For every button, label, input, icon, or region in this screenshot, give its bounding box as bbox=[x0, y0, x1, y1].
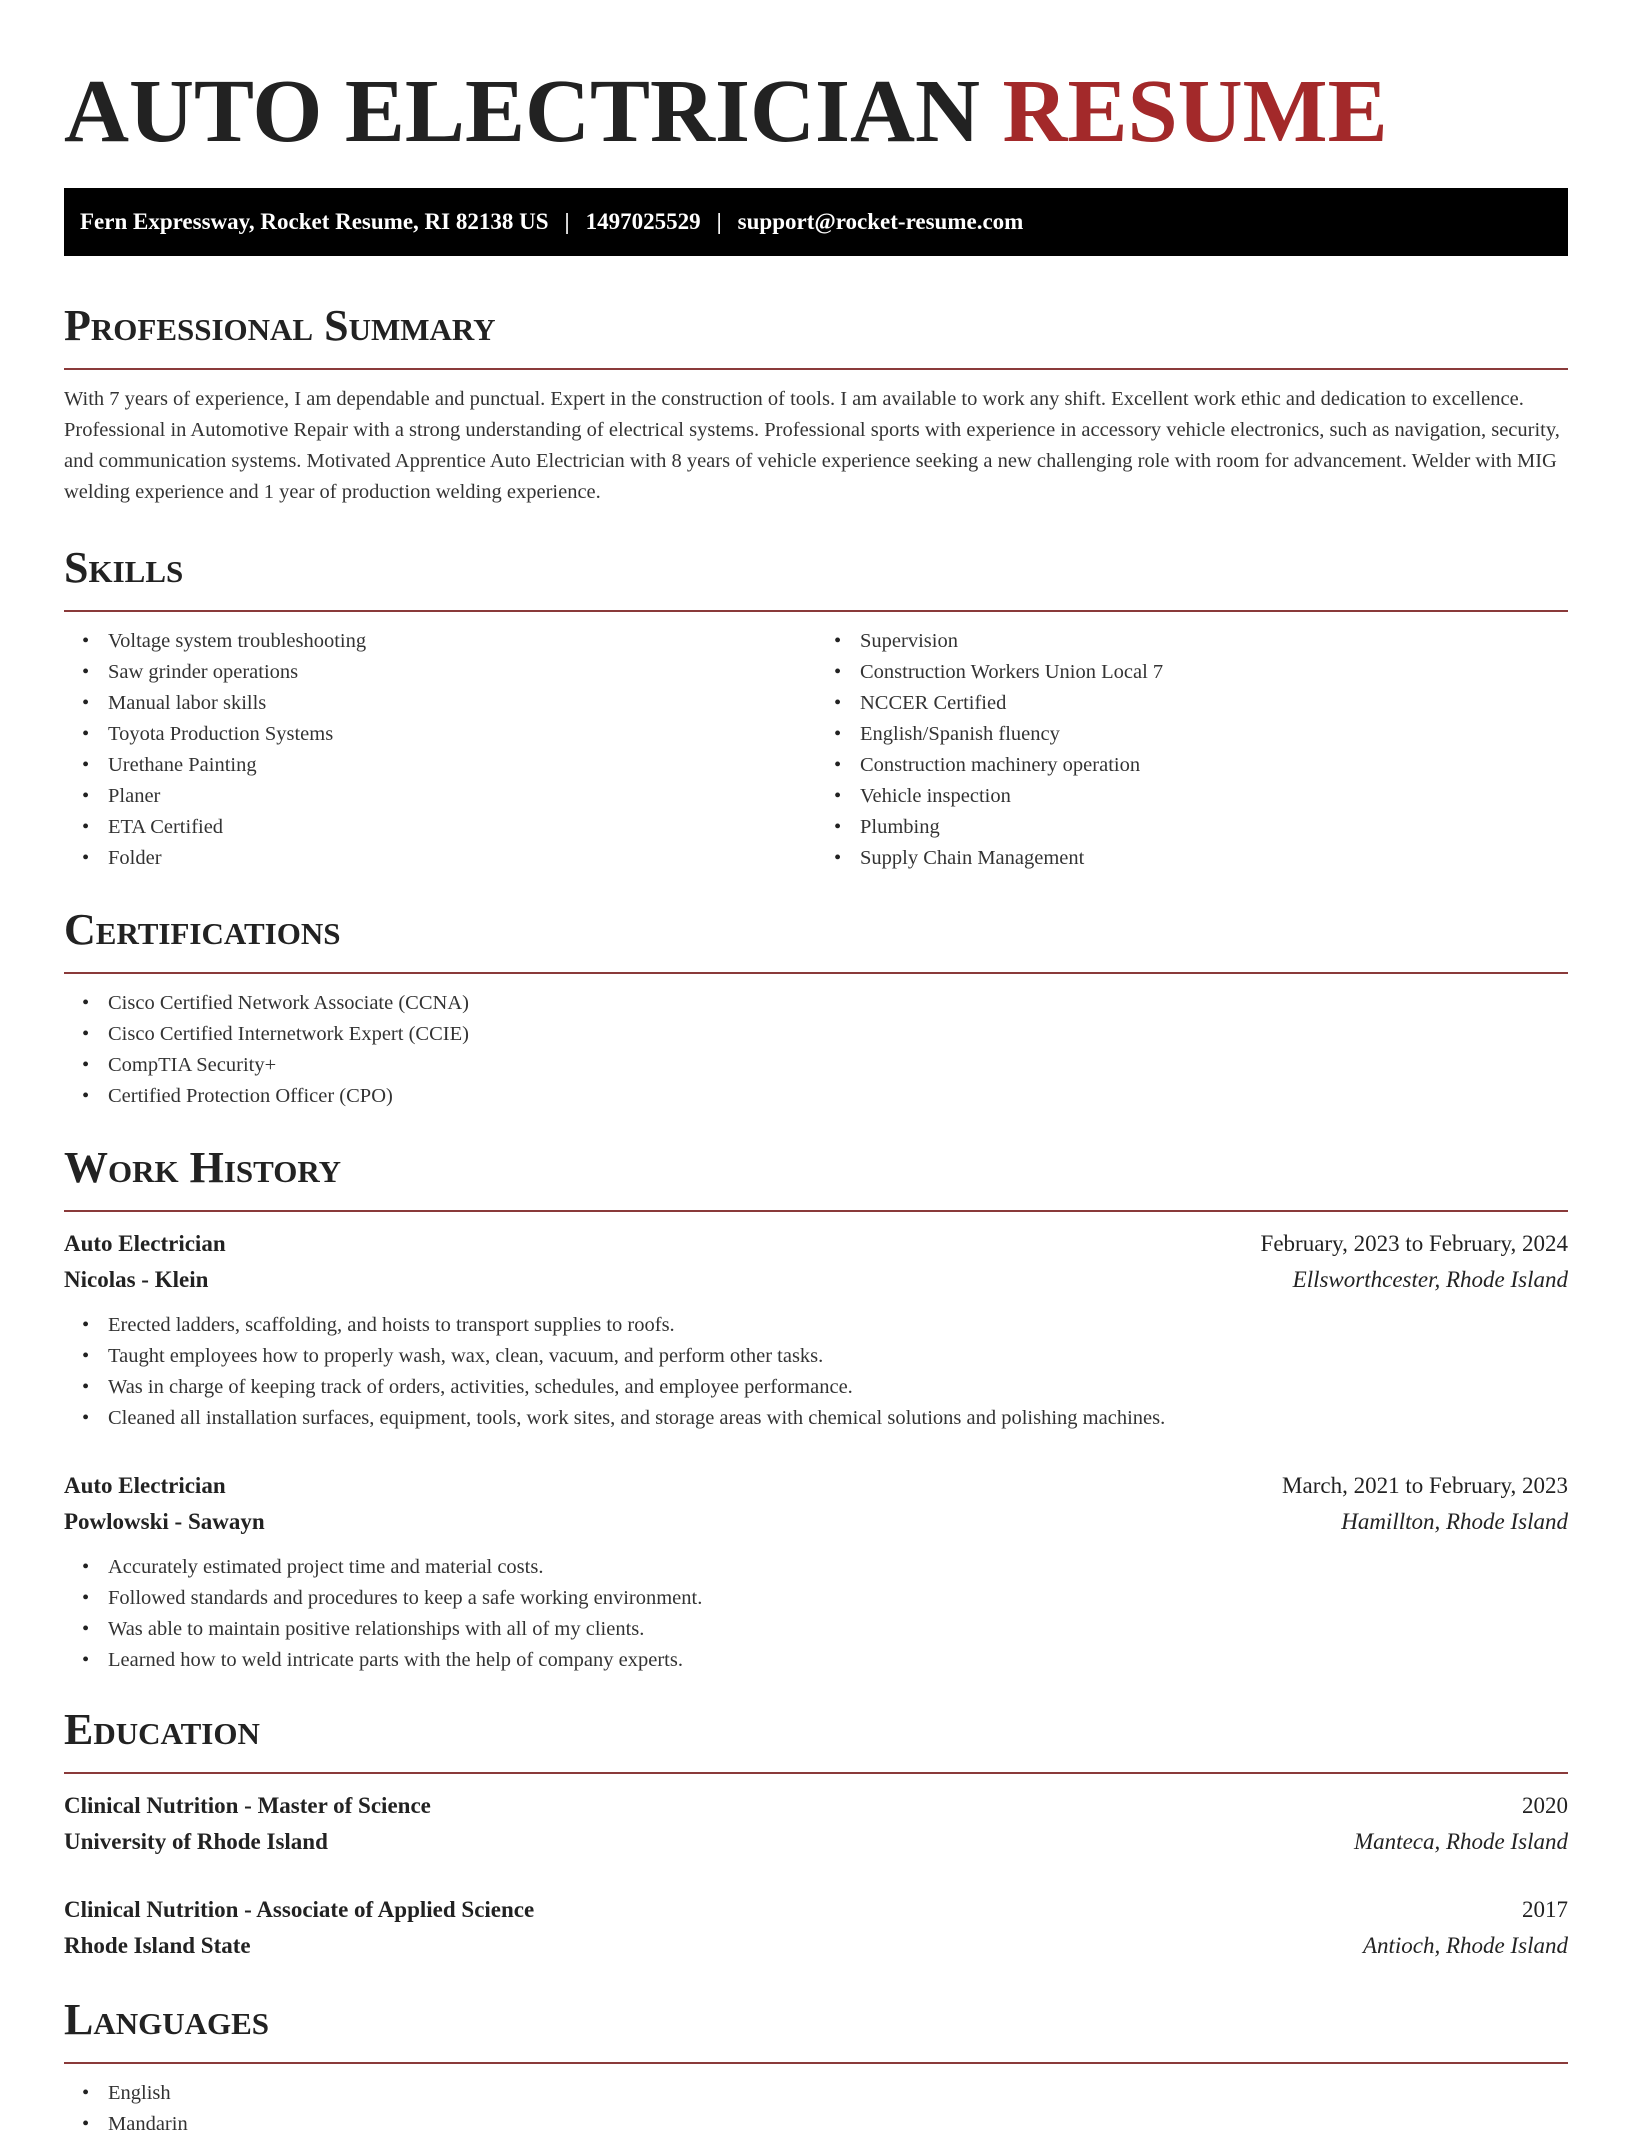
section-divider bbox=[64, 368, 1568, 370]
skill-item: • Plumbing bbox=[860, 812, 1568, 843]
skill-item: • English/Spanish fluency bbox=[860, 719, 1568, 750]
section-divider bbox=[64, 2062, 1568, 2064]
skill-item: • Construction Workers Union Local 7 bbox=[860, 657, 1568, 688]
work-entry-subheader bbox=[64, 1504, 1568, 1540]
skill-item: • Folder bbox=[108, 843, 816, 874]
certifications-list bbox=[64, 988, 1568, 1112]
job-location: Ellsworthcester, Rhode Island bbox=[1292, 1267, 1568, 1292]
contact-email: support@rocket-resume.com bbox=[737, 209, 1024, 234]
section-divider bbox=[64, 1210, 1568, 1212]
education-entry-subheader bbox=[64, 1928, 1568, 1964]
education-entry bbox=[64, 1892, 1568, 1964]
school-name: University of Rhode Island bbox=[64, 1829, 328, 1854]
language-item: • Mandarin bbox=[108, 2109, 1568, 2140]
contact-bar bbox=[64, 188, 1568, 256]
contact-phone: 1497025529 bbox=[585, 209, 701, 234]
job-duty-item: • Was in charge of keeping track of orders, activities, schedules, and employee performance. bbox=[108, 1372, 1568, 1403]
degree-name: Clinical Nutrition - Master of Science bbox=[64, 1793, 431, 1818]
certification-item: • CompTIA Security+ bbox=[108, 1050, 1568, 1081]
skill-item: • Urethane Painting bbox=[108, 750, 816, 781]
degree-name: Clinical Nutrition - Associate of Applied Science bbox=[64, 1897, 535, 1922]
graduation-year: 2020 bbox=[1522, 1793, 1568, 1818]
education-entry bbox=[64, 1788, 1568, 1860]
skill-item: • Supervision bbox=[860, 626, 1568, 657]
job-duty-item: • Learned how to weld intricate parts with the help of company experts. bbox=[108, 1645, 1568, 1676]
title-resume-word: RESUME bbox=[1002, 62, 1388, 161]
work-entry bbox=[64, 1468, 1568, 1676]
section-title-certifications: Certifications bbox=[64, 905, 341, 954]
entry-spacer bbox=[64, 1434, 1568, 1468]
section-title-summary: Professional Summary bbox=[64, 301, 496, 350]
skill-item: • Supply Chain Management bbox=[860, 843, 1568, 874]
skills-column-left bbox=[64, 626, 816, 874]
certification-item: • Cisco Certified Internetwork Expert (CCIE) bbox=[108, 1019, 1568, 1050]
school-location: Manteca, Rhode Island bbox=[1354, 1829, 1568, 1854]
company-name: Powlowski - Sawayn bbox=[64, 1509, 265, 1534]
job-duties-list bbox=[64, 1310, 1568, 1434]
job-location: Hamillton, Rhode Island bbox=[1341, 1509, 1568, 1534]
section-title-education: Education bbox=[64, 1705, 260, 1754]
section-divider bbox=[64, 972, 1568, 974]
skill-item: • Construction machinery operation bbox=[860, 750, 1568, 781]
work-entry bbox=[64, 1226, 1568, 1434]
summary-text: With 7 years of experience, I am dependable and punctual. Expert in the construction of tools. I am available to work any shift. Excellent work ethic and dedication to excellence. Professional in Automotive Repair with a strong understanding of electrical systems. Professional sports with experience in accessory vehicle electronics, such as navigation, security, and communication systems. Motivated Apprentice Auto Electrician with 8 years of vehicle experience seeking a new challenging role with room for advancement. Welder with MIG welding experience and 1 year of production welding experience. bbox=[64, 388, 1560, 503]
entry-spacer bbox=[64, 1860, 1568, 1892]
skill-item: • Toyota Production Systems bbox=[108, 719, 816, 750]
job-duty-item: • Erected ladders, scaffolding, and hoists to transport supplies to roofs. bbox=[108, 1310, 1568, 1341]
contact-separator: | bbox=[716, 209, 722, 234]
languages-list bbox=[64, 2078, 1568, 2140]
skills-grid bbox=[64, 626, 1568, 874]
certification-item: • Cisco Certified Network Associate (CCNA) bbox=[108, 988, 1568, 1019]
work-entry-header bbox=[64, 1468, 1568, 1504]
section-title-languages: Languages bbox=[64, 1995, 270, 2044]
job-duty-item: • Followed standards and procedures to keep a safe working environment. bbox=[108, 1583, 1568, 1614]
certification-item: • Certified Protection Officer (CPO) bbox=[108, 1081, 1568, 1112]
resume-title bbox=[64, 56, 1568, 168]
education-entry-header bbox=[64, 1892, 1568, 1928]
company-name: Nicolas - Klein bbox=[64, 1267, 209, 1292]
contact-separator: | bbox=[564, 209, 570, 234]
skill-item: • Vehicle inspection bbox=[860, 781, 1568, 812]
work-entry-subheader bbox=[64, 1262, 1568, 1298]
skill-item: • NCCER Certified bbox=[860, 688, 1568, 719]
job-duty-item: • Taught employees how to properly wash, wax, clean, vacuum, and perform other tasks. bbox=[108, 1341, 1568, 1372]
job-duty-item: • Accurately estimated project time and material costs. bbox=[108, 1552, 1568, 1583]
job-duties-list bbox=[64, 1552, 1568, 1676]
title-job: AUTO ELECTRICIAN bbox=[64, 62, 981, 161]
section-divider bbox=[64, 1772, 1568, 1774]
section-title-skills: Skills bbox=[64, 543, 184, 592]
education-entry-subheader bbox=[64, 1824, 1568, 1860]
job-title: Auto Electrician bbox=[64, 1473, 226, 1498]
skills-column-right bbox=[816, 626, 1568, 874]
job-dates: March, 2021 to February, 2023 bbox=[1282, 1473, 1568, 1498]
section-title-work-history: Work History bbox=[64, 1143, 342, 1192]
skill-item: • Voltage system troubleshooting bbox=[108, 626, 816, 657]
job-title: Auto Electrician bbox=[64, 1231, 226, 1256]
education-entry-header bbox=[64, 1788, 1568, 1824]
skill-item: • Planer bbox=[108, 781, 816, 812]
contact-address: Fern Expressway, Rocket Resume, RI 82138 US bbox=[80, 209, 549, 234]
job-duty-item: • Was able to maintain positive relationships with all of my clients. bbox=[108, 1614, 1568, 1645]
skill-item: • ETA Certified bbox=[108, 812, 816, 843]
school-name: Rhode Island State bbox=[64, 1933, 251, 1958]
skill-item: • Saw grinder operations bbox=[108, 657, 816, 688]
skill-item: • Manual labor skills bbox=[108, 688, 816, 719]
job-duty-item: • Cleaned all installation surfaces, equipment, tools, work sites, and storage areas with chemical solutions and polishing machines. bbox=[108, 1403, 1568, 1434]
job-dates: February, 2023 to February, 2024 bbox=[1260, 1231, 1568, 1256]
graduation-year: 2017 bbox=[1522, 1897, 1568, 1922]
work-entry-header bbox=[64, 1226, 1568, 1262]
language-item: • English bbox=[108, 2078, 1568, 2109]
section-divider bbox=[64, 610, 1568, 612]
school-location: Antioch, Rhode Island bbox=[1362, 1933, 1568, 1958]
